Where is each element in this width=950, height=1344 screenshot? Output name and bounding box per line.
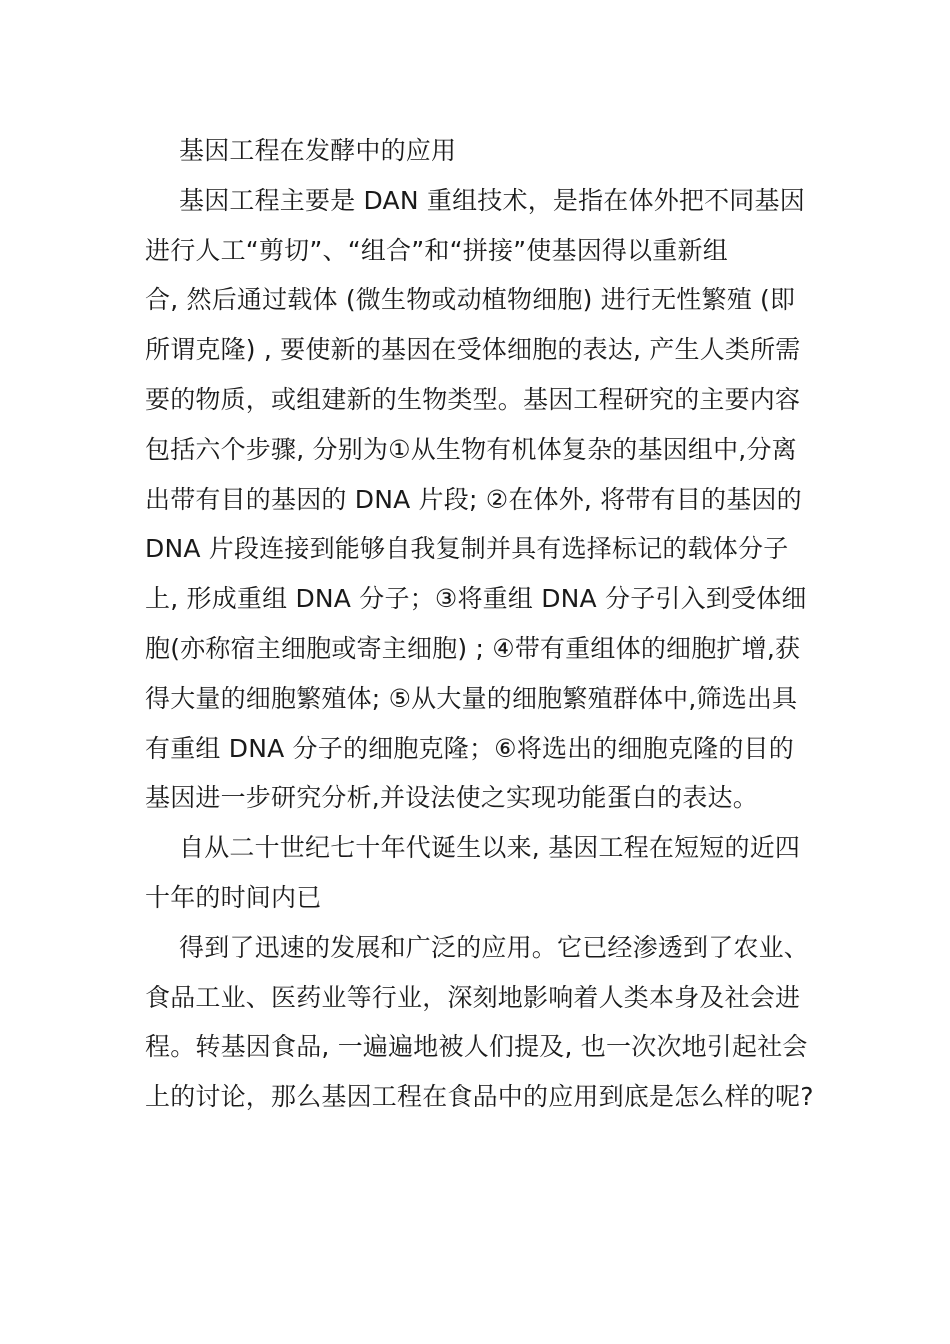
paragraph-line: 合, 然后通过载体 (微生物或动植物细胞) 进行无性繁殖 (即	[145, 285, 796, 315]
paragraph-line: 上, 形成重组 DNA 分子；③将重组 DNA 分子引入到受体细	[145, 584, 807, 614]
paragraph-line: DNA 片段连接到能够自我复制并具有选择标记的载体分子	[145, 534, 789, 564]
paragraph-line: 程。转基因食品, 一遍遍地被人们提及, 也一次次地引起社会	[145, 1032, 808, 1062]
document-title: 基因工程在发酵中的应用	[179, 136, 457, 165]
paragraph-line: 自从二十世纪七十年代诞生以来, 基因工程在短短的近四	[179, 833, 801, 863]
document-body	[145, 126, 825, 1122]
paragraph-line: 出带有目的基因的 DNA 片段; ②在体外, 将带有目的基因的	[145, 484, 802, 514]
paragraph-line: 进行人工“剪切”、“组合”和“拼接”使基因得以重新组	[145, 235, 728, 265]
paragraph-line: 上的讨论，那么基因工程在食品中的应用到底是怎么样的呢?	[145, 1082, 814, 1112]
paragraph-line: 得到了迅速的发展和广泛的应用。它已经渗透到了农业、	[179, 932, 810, 962]
paragraph-line: 有重组 DNA 分子的细胞克隆；⑥将选出的细胞克隆的目的	[145, 733, 794, 763]
paragraph-line: 包括六个步骤, 分别为①从生物有机体复杂的基因组中,分离	[145, 434, 797, 464]
paragraph-line: 胞(亦称宿主细胞或寄主细胞) ; ④带有重组体的细胞扩增,获	[145, 633, 801, 663]
paragraph-line: 十年的时间内已	[145, 882, 322, 912]
paragraph-line: 所谓克隆) , 要使新的基因在受体细胞的表达, 产生人类所需	[145, 335, 801, 365]
paragraph-line: 得大量的细胞繁殖体; ⑤从大量的细胞繁殖群体中,筛选出具	[145, 683, 798, 713]
paragraph-line: 基因进一步研究分析,并设法使之实现功能蛋白的表达。	[145, 783, 758, 813]
paragraph-line: 基因工程主要是 DAN 重组技术，是指在体外把不同基因	[179, 185, 805, 215]
paragraph-line: 要的物质，或组建新的生物类型。基因工程研究的主要内容	[145, 384, 801, 414]
paragraph-line: 食品工业、医药业等行业，深刻地影响着人类本身及社会进	[145, 982, 801, 1012]
